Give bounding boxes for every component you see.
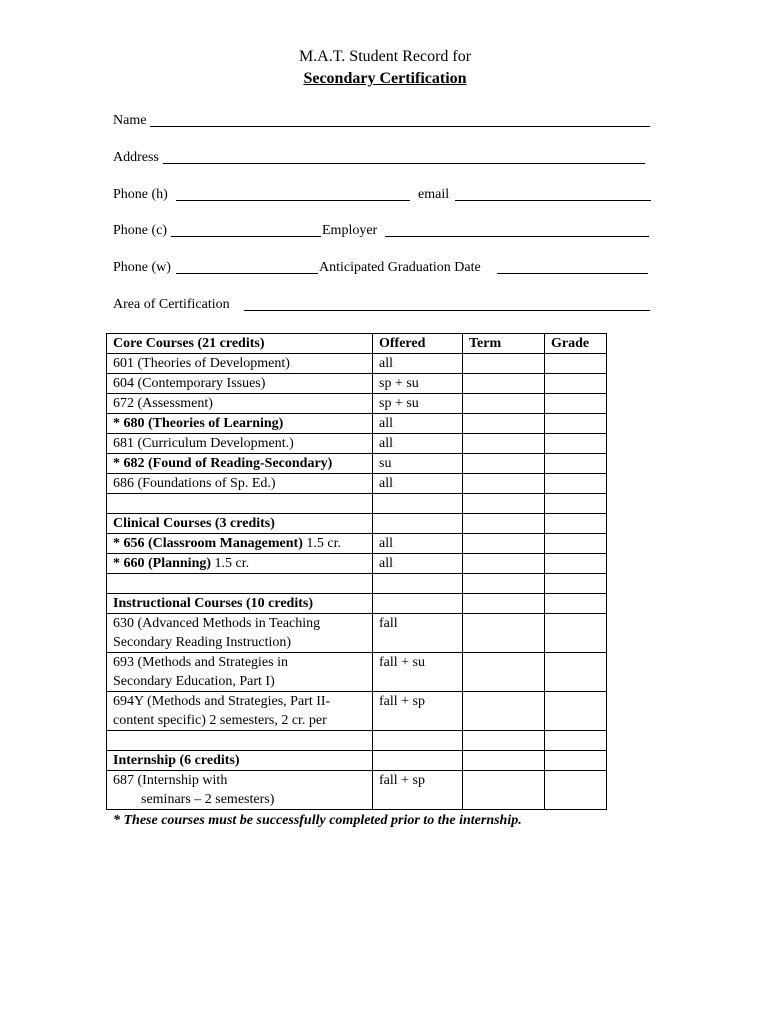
offered-cell: fall xyxy=(373,614,463,653)
phone-cell-field[interactable] xyxy=(171,236,321,237)
phone-work-label: Phone (w) xyxy=(113,260,171,275)
course-line: 687 (Internship with xyxy=(113,773,228,788)
table-row xyxy=(107,534,607,554)
title-line-1: M.A.T. Student Record for xyxy=(298,48,472,65)
course-line: 630 (Advanced Methods in Teaching xyxy=(113,616,321,631)
term-cell[interactable] xyxy=(463,434,545,454)
grade-cell[interactable] xyxy=(545,554,607,574)
grade-cell[interactable] xyxy=(545,394,607,414)
phone-cell-label: Phone (c) xyxy=(113,223,168,238)
offered-cell: sp + su xyxy=(373,374,463,394)
course-cell xyxy=(107,692,373,731)
grade-cell[interactable] xyxy=(545,594,607,614)
table-row xyxy=(107,514,607,534)
table-row xyxy=(107,771,607,810)
term-cell[interactable] xyxy=(463,594,545,614)
email-field[interactable] xyxy=(455,200,651,201)
spacer-row xyxy=(107,494,607,514)
email-label: email xyxy=(418,187,450,202)
term-cell[interactable] xyxy=(463,374,545,394)
table-row xyxy=(107,454,607,474)
grade-cell[interactable] xyxy=(545,751,607,771)
course-cell xyxy=(107,771,373,810)
term-cell[interactable] xyxy=(463,354,545,374)
term-header: Term xyxy=(463,334,545,354)
address-label: Address xyxy=(113,150,159,165)
offered-cell: all xyxy=(373,354,463,374)
course-name: * 660 (Planning) xyxy=(113,556,212,571)
grade-cell[interactable] xyxy=(545,614,607,653)
core-courses-heading: Core Courses (21 credits) xyxy=(107,334,373,354)
offered-cell: all xyxy=(373,534,463,554)
table-row xyxy=(107,434,607,454)
course-cell xyxy=(107,653,373,692)
grade-cell[interactable] xyxy=(545,771,607,810)
graduation-field[interactable] xyxy=(497,273,648,274)
offered-cell: all xyxy=(373,554,463,574)
offered-cell: fall + sp xyxy=(373,771,463,810)
course-cell: 681 (Curriculum Development.) xyxy=(107,434,373,454)
course-line: 694Y (Methods and Strategies, Part II- xyxy=(113,694,331,709)
grade-cell[interactable] xyxy=(545,692,607,731)
title-line-2: Secondary Certification xyxy=(303,70,467,87)
internship-heading: Internship (6 credits) xyxy=(107,751,373,771)
term-cell[interactable] xyxy=(463,751,545,771)
grade-cell[interactable] xyxy=(545,434,607,454)
table-row xyxy=(107,354,607,374)
course-cell: 672 (Assessment) xyxy=(107,394,373,414)
course-cell: 686 (Foundations of Sp. Ed.) xyxy=(107,474,373,494)
course-cell xyxy=(107,534,373,554)
offered-cell: su xyxy=(373,454,463,474)
grade-cell[interactable] xyxy=(545,374,607,394)
spacer-row xyxy=(107,574,607,594)
grade-cell[interactable] xyxy=(545,514,607,534)
phone-home-field[interactable] xyxy=(176,200,410,201)
course-cell: 604 (Contemporary Issues) xyxy=(107,374,373,394)
table-row xyxy=(107,394,607,414)
offered-cell: sp + su xyxy=(373,394,463,414)
term-cell[interactable] xyxy=(463,514,545,534)
table-row xyxy=(107,554,607,574)
footnote: * These courses must be successfully completed prior to the internship. xyxy=(113,813,522,828)
term-cell[interactable] xyxy=(463,534,545,554)
course-name: * 656 (Classroom Management) xyxy=(113,536,303,551)
phone-home-label: Phone (h) xyxy=(113,187,168,202)
employer-field[interactable] xyxy=(385,236,649,237)
term-cell[interactable] xyxy=(463,614,545,653)
name-label: Name xyxy=(113,113,147,128)
grade-cell[interactable] xyxy=(545,653,607,692)
course-line: seminars – 2 semesters) xyxy=(141,792,275,807)
clinical-courses-heading: Clinical Courses (3 credits) xyxy=(107,514,373,534)
offered-cell: all xyxy=(373,434,463,454)
table-row xyxy=(107,653,607,692)
table-row xyxy=(107,414,607,434)
offered-cell: fall + sp xyxy=(373,692,463,731)
phone-work-field[interactable] xyxy=(176,273,318,274)
offered-cell: all xyxy=(373,414,463,434)
course-cell: * 680 (Theories of Learning) xyxy=(107,414,373,434)
address-field[interactable] xyxy=(163,163,645,164)
grade-cell[interactable] xyxy=(545,354,607,374)
instructional-courses-heading: Instructional Courses (10 credits) xyxy=(107,594,373,614)
term-cell[interactable] xyxy=(463,554,545,574)
course-credits: 1.5 cr. xyxy=(211,556,250,571)
grade-cell[interactable] xyxy=(545,414,607,434)
name-field[interactable] xyxy=(150,126,650,127)
term-cell[interactable] xyxy=(463,454,545,474)
table-row xyxy=(107,692,607,731)
term-cell[interactable] xyxy=(463,474,545,494)
table-row xyxy=(107,614,607,653)
grade-header: Grade xyxy=(545,334,607,354)
grade-cell[interactable] xyxy=(545,534,607,554)
course-cell: * 682 (Found of Reading-Secondary) xyxy=(107,454,373,474)
table-row xyxy=(107,594,607,614)
table-row xyxy=(107,751,607,771)
table-row xyxy=(107,474,607,494)
grade-cell[interactable] xyxy=(545,454,607,474)
term-cell[interactable] xyxy=(463,771,545,810)
offered-cell: all xyxy=(373,474,463,494)
employer-label: Employer xyxy=(322,223,378,238)
grade-cell[interactable] xyxy=(545,474,607,494)
graduation-label: Anticipated Graduation Date xyxy=(319,260,481,275)
course-line: Secondary Education, Part I) xyxy=(113,674,275,689)
table-row xyxy=(107,374,607,394)
course-table xyxy=(106,333,607,810)
offered-header: Offered xyxy=(373,334,463,354)
term-cell[interactable] xyxy=(463,692,545,731)
area-label: Area of Certification xyxy=(113,297,230,312)
course-cell xyxy=(107,554,373,574)
area-field[interactable] xyxy=(244,310,650,311)
course-line: 693 (Methods and Strategies in xyxy=(113,655,288,670)
course-line: Secondary Reading Instruction) xyxy=(113,635,292,650)
course-cell xyxy=(107,614,373,653)
term-cell[interactable] xyxy=(463,653,545,692)
offered-cell: fall + su xyxy=(373,653,463,692)
course-credits: 1.5 cr. xyxy=(302,536,341,551)
term-cell[interactable] xyxy=(463,414,545,434)
course-cell: 601 (Theories of Development) xyxy=(107,354,373,374)
term-cell[interactable] xyxy=(463,394,545,414)
spacer-row xyxy=(107,731,607,751)
course-line: content specific) 2 semesters, 2 cr. per xyxy=(113,713,327,728)
table-header-row xyxy=(107,334,607,354)
